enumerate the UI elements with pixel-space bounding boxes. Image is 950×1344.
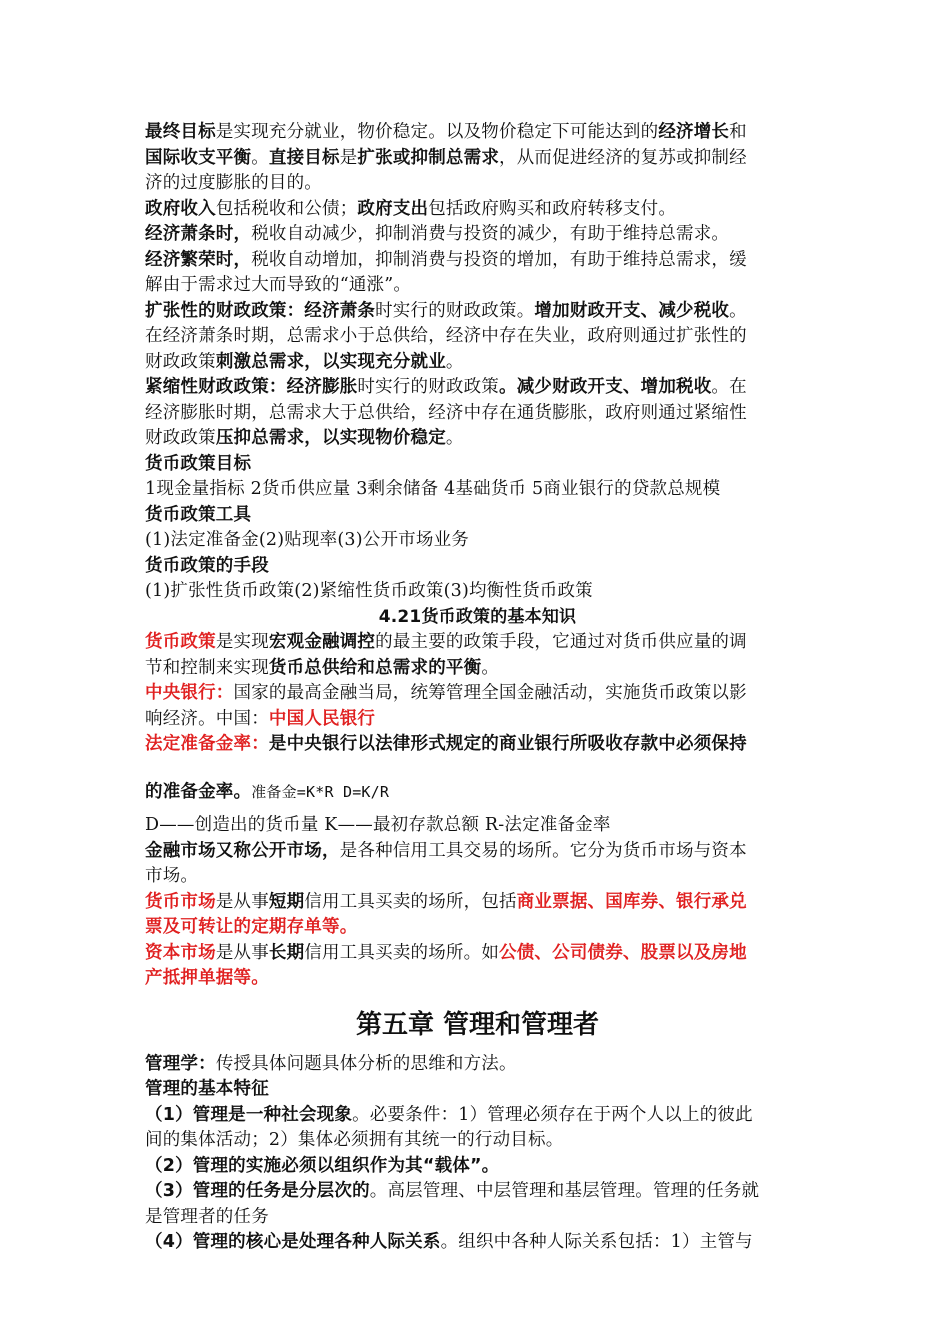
capital-market-line-1: 资本市场是从事长期信用工具买卖的场所。如公债、公司债券、股票以及房地 xyxy=(145,942,747,963)
feature-2: （2）管理的实施必须以组织作为其“载体”。 xyxy=(145,1155,500,1176)
financial-market-line-2: 市场。 xyxy=(145,866,199,886)
final-goal-term: 最终目标 xyxy=(145,122,216,142)
boom-line-1: 经济繁荣时，税收自动增加，抑制消费与投资的增加，有助于维持总需求，缓 xyxy=(145,249,747,270)
boom-line-2: 解由于需求过大而导致的“通涨”。 xyxy=(145,275,412,295)
feature-4-line-1: （4）管理的核心是处理各种人际关系。组织中各种人际关系包括：1）主管与 xyxy=(145,1232,753,1252)
financial-market-line-1: 金融市场又称公开市场，是各种信用工具交易的场所。它分为货币市场与资本 xyxy=(145,840,747,861)
contractionary-fiscal-line-1: 紧缩性财政政策：经济膨胀时实行的财政政策。减少财政开支、增加税收。在 xyxy=(145,377,747,397)
money-market-line-1: 货币市场是从事短期信用工具买卖的场所，包括商业票据、国库券、银行承兑 xyxy=(145,891,747,912)
final-goal-line-2: 国际收支平衡。直接目标是扩张或抑制总需求，从而促进经济的复苏或抑制经 xyxy=(145,147,747,168)
feature-3-line-2: 是管理者的任务 xyxy=(145,1206,269,1227)
monetary-means-text: (1)扩张性货币政策(2)紧缩性货币政策(3)均衡性货币政策 xyxy=(145,581,593,601)
management-features-heading: 管理的基本特征 xyxy=(145,1079,269,1099)
monetary-policy-line-1: 货币政策是实现宏观金融调控的最主要的政策手段，它通过对货币供应量的调 xyxy=(145,632,747,652)
contractionary-fiscal-line-3: 财政政策压抑总需求，以实现物价稳定。 xyxy=(145,428,464,448)
management-definition: 管理学：传授具体问题具体分析的思维和方法。 xyxy=(145,1053,517,1074)
expansionary-fiscal-line-1: 扩张性的财政政策：经济萧条时实行的财政政策。增加财政开支、减少税收。 xyxy=(145,300,747,321)
monetary-policy-line-2: 节和控制来实现货币总供给和总需求的平衡。 xyxy=(145,657,500,678)
final-goal-line-1: 最终目标是实现充分就业，物价稳定。以及物价稳定下可能达到的经济增长和 xyxy=(145,122,747,142)
direct-goal-term: 直接目标 xyxy=(268,147,340,168)
money-market-line-2: 票及可转让的定期存单等。 xyxy=(145,917,358,937)
monetary-goals-heading: 货币政策目标 xyxy=(145,453,252,474)
feature-1-line-1: （1）管理是一种社会现象。必要条件：1）管理必须存在于两个人以上的彼此 xyxy=(145,1104,753,1125)
expansionary-fiscal-line-3: 财政政策刺激总需求，以实现充分就业。 xyxy=(145,351,464,372)
section-title: 4.21货币政策的基本知识 xyxy=(378,606,577,627)
feature-3-line-1: （3）管理的任务是分层次的。高层管理、中层管理和基层管理。管理的任务就 xyxy=(145,1181,760,1201)
feature-1-line-2: 间的集体活动；2）集体必须拥有其统一的行动目标。 xyxy=(145,1130,564,1150)
central-bank-line-1: 中央银行：国家的最高金融当局，统筹管理全国金融活动，实施货币政策以影 xyxy=(145,683,747,703)
monetary-goals-text: 1现金量指标 2货币供应量 3剩余储备 4基础货币 5商业银行的贷款总规模 xyxy=(145,479,721,499)
monetary-tools-text: (1)法定准备金(2)贴现率(3)公开市场业务 xyxy=(145,530,469,550)
final-goal-line-3: 济的过度膨胀的目的。 xyxy=(145,173,322,193)
chapter-title: 第五章 管理和管理者 xyxy=(355,1009,600,1040)
reserve-ratio-line-1: 法定准备金率：是中央银行以法律形式规定的商业银行所吸收存款中必须保持 xyxy=(145,734,747,754)
central-bank-line-2: 响经济。中国：中国人民银行 xyxy=(145,708,376,729)
contractionary-fiscal-line-2: 经济膨胀时期，总需求大于总供给，经济中存在通货膨胀，政府则通过紧缩性 xyxy=(145,402,747,423)
expansionary-fiscal-line-2: 在经济萧条时期，总需求小于总供给，经济中存在失业，政府则通过扩张性的 xyxy=(145,326,747,346)
monetary-tools-heading: 货币政策工具 xyxy=(145,504,252,525)
monetary-means-heading: 货币政策的手段 xyxy=(145,555,269,576)
capital-market-line-2: 产抵押单据等。 xyxy=(145,968,269,988)
recession-line: 经济萧条时，税收自动减少，抑制消费与投资的减少，有助于维持总需求。 xyxy=(145,224,730,244)
government-revenue-line: 政府收入包括税收和公债；政府支出包括政府购买和政府转移支付。 xyxy=(145,198,677,219)
document-page xyxy=(145,120,810,1256)
formula-note: D——创造出的货币量 K——最初存款总额 R-法定准备金率 xyxy=(145,815,611,835)
reserve-ratio-line-2: 的准备金率。准备金=K*R D=K/R xyxy=(145,781,390,802)
